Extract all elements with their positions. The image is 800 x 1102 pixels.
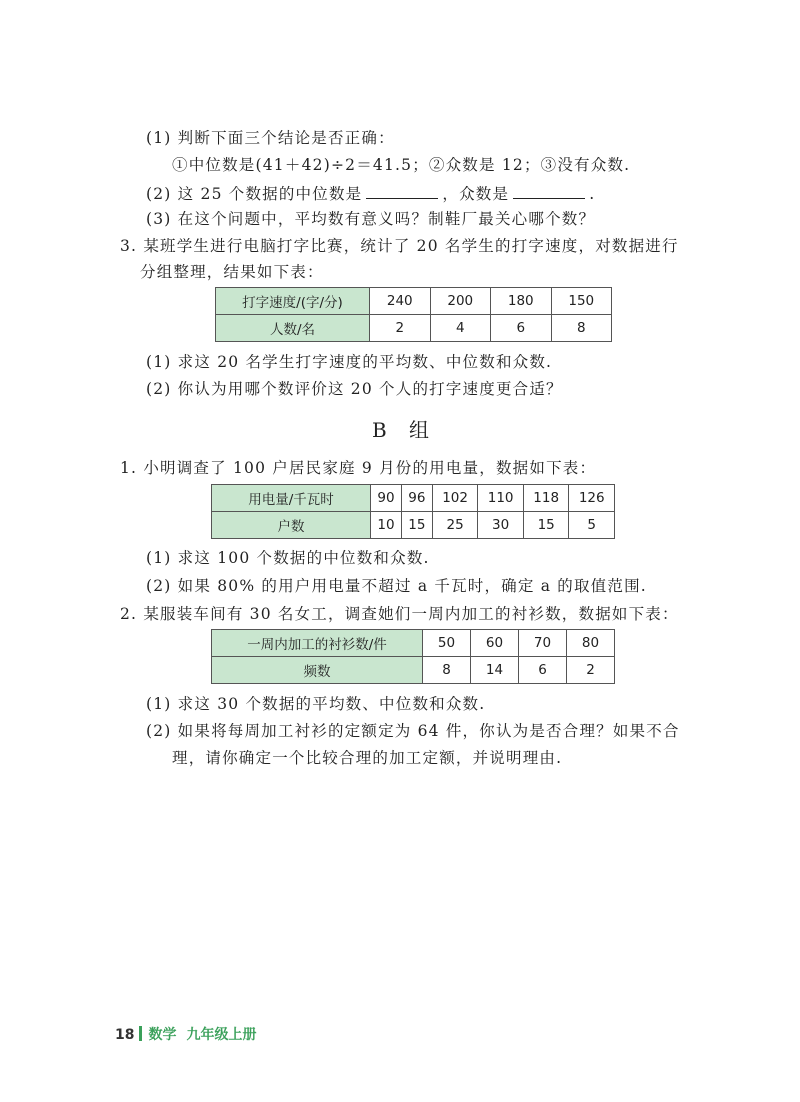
table-row — [216, 315, 612, 342]
median-blank — [366, 183, 438, 199]
a-q2-part2-text-b: ，众数是 — [442, 185, 510, 203]
table-row — [212, 512, 615, 539]
b-q1-stem: 1. 小明调查了 100 户居民家庭 9 月份的用电量，数据如下表： — [120, 459, 597, 477]
a-q2-part3: (3) 在这个问题中，平均数有意义吗？制鞋厂最关心哪个数？ — [146, 210, 596, 228]
table-cell: 70 — [519, 630, 567, 657]
page-number: 18 — [115, 1027, 135, 1043]
table-cell: 4 — [430, 315, 491, 342]
table-cell: 6 — [519, 657, 567, 684]
table-cell: 2 — [370, 315, 431, 342]
table-row — [212, 485, 615, 512]
a-q3-part1: (1) 求这 20 名学生打字速度的平均数、中位数和众数. — [146, 353, 553, 371]
b-q2-part1: (1) 求这 30 个数据的平均数、中位数和众数. — [146, 695, 486, 713]
b-q1-part2: (2) 如果 80% 的用户用电量不超过 a 千瓦时，确定 a 的取值范围. — [146, 577, 647, 595]
page-footer — [115, 1024, 256, 1044]
table-cell: 15 — [401, 512, 432, 539]
section-title-b: B 组 — [372, 418, 438, 442]
table-cell: 80 — [567, 630, 615, 657]
table-cell: 200 — [430, 288, 491, 315]
b-q2-part2-line2: 理，请你确定一个比较合理的加工定额，并说明理由. — [172, 749, 563, 767]
table-cell: 14 — [471, 657, 519, 684]
electricity-table — [211, 484, 615, 539]
table-cell: 90 — [371, 485, 402, 512]
table-header-cell: 户数 — [212, 512, 371, 539]
table-header-cell: 打字速度/(字/分) — [216, 288, 370, 315]
b-q2-stem: 2. 某服装车间有 30 名女工，调查她们一周内加工的衬衫数，数据如下表： — [120, 605, 679, 623]
table-cell: 50 — [423, 630, 471, 657]
footer-divider — [139, 1026, 142, 1041]
footer-grade: 九年级上册 — [186, 1027, 257, 1043]
a-q2-part1: (1) 判断下面三个结论是否正确： — [146, 129, 395, 147]
table-cell: 6 — [491, 315, 552, 342]
table-cell: 8 — [423, 657, 471, 684]
table-cell: 15 — [523, 512, 569, 539]
table-header-cell: 一周内加工的衬衫数/件 — [212, 630, 423, 657]
a-q2-part1-statements: ①中位数是(41＋42)÷2＝41.5；②众数是 12；③没有众数. — [172, 156, 631, 174]
table-header-cell: 用电量/千瓦时 — [212, 485, 371, 512]
table-cell: 96 — [401, 485, 432, 512]
table-cell: 240 — [370, 288, 431, 315]
table-cell: 8 — [551, 315, 612, 342]
table-cell: 60 — [471, 630, 519, 657]
a-q3-part2: (2) 你认为用哪个数评价这 20 个人的打字速度更合适？ — [146, 380, 563, 398]
b-q1-part1: (1) 求这 100 个数据的中位数和众数. — [146, 549, 430, 567]
table-header-cell: 频数 — [212, 657, 423, 684]
table-cell: 110 — [478, 485, 524, 512]
a-q2-part2 — [146, 183, 595, 204]
table-cell: 10 — [371, 512, 402, 539]
table-row — [212, 657, 615, 684]
table-cell: 102 — [432, 485, 478, 512]
table-cell: 25 — [432, 512, 478, 539]
a-q3-stem-2: 分组整理，结果如下表： — [140, 263, 324, 281]
a-q2-part2-text-a: (2) 这 25 个数据的中位数是 — [146, 185, 363, 203]
table-cell: 30 — [478, 512, 524, 539]
footer-subject: 数学 — [148, 1027, 177, 1043]
table-cell: 2 — [567, 657, 615, 684]
table-header-cell: 人数/名 — [216, 315, 370, 342]
table-cell: 180 — [491, 288, 552, 315]
a-q3-stem-1: 3. 某班学生进行电脑打字比赛，统计了 20 名学生的打字速度，对数据进行 — [120, 237, 679, 255]
typing-speed-table — [215, 287, 612, 342]
table-cell: 126 — [569, 485, 615, 512]
table-row — [212, 630, 615, 657]
shirt-table — [211, 629, 615, 684]
b-q2-part2-line1: (2) 如果将每周加工衬衫的定额定为 64 件，你认为是否合理？如果不合 — [146, 722, 680, 740]
table-cell: 150 — [551, 288, 612, 315]
table-row — [216, 288, 612, 315]
table-cell: 118 — [523, 485, 569, 512]
mode-blank — [513, 183, 585, 199]
a-q2-part2-text-c: . — [589, 185, 596, 203]
table-cell: 5 — [569, 512, 615, 539]
